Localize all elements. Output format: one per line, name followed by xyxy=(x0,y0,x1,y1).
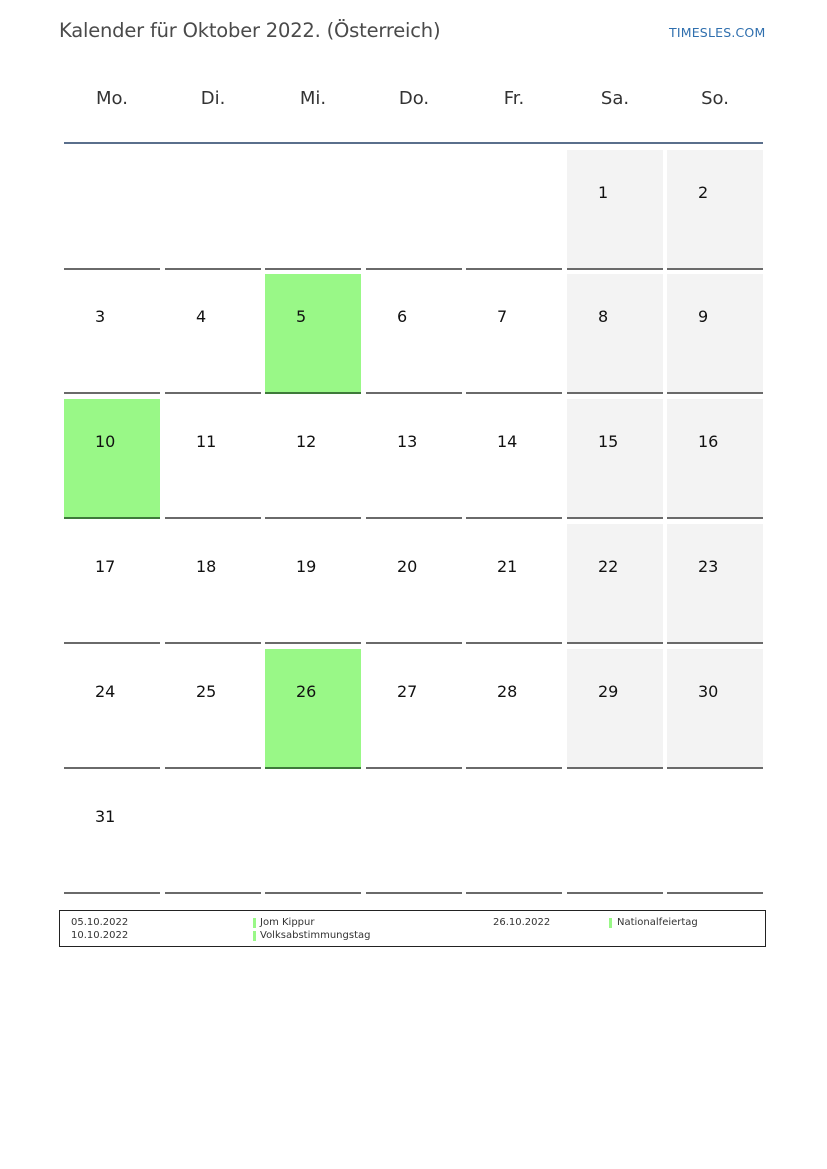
day-cell[interactable] xyxy=(567,150,663,270)
day-number: 26 xyxy=(296,682,317,701)
empty-day-cell xyxy=(165,774,261,894)
empty-day-cell xyxy=(567,774,663,894)
day-cell[interactable] xyxy=(567,274,663,394)
day-cell[interactable] xyxy=(667,150,763,270)
empty-day-cell xyxy=(165,150,261,270)
day-number: 4 xyxy=(196,307,207,326)
day-number: 11 xyxy=(196,432,217,451)
day-number: 17 xyxy=(95,557,116,576)
day-cell[interactable] xyxy=(567,524,663,644)
weekday-label: So. xyxy=(701,88,729,109)
holiday-day-cell[interactable] xyxy=(265,649,361,769)
empty-day-cell xyxy=(466,150,562,270)
day-number: 16 xyxy=(698,432,719,451)
day-number: 21 xyxy=(497,557,518,576)
empty-day-cell xyxy=(64,150,160,270)
day-number: 25 xyxy=(196,682,217,701)
day-cell[interactable] xyxy=(64,524,160,644)
day-number: 12 xyxy=(296,432,317,451)
day-cell[interactable] xyxy=(567,399,663,519)
legend-color-marker xyxy=(253,918,256,928)
day-number: 29 xyxy=(598,682,619,701)
day-number: 3 xyxy=(95,307,106,326)
empty-day-cell xyxy=(265,150,361,270)
day-cell[interactable] xyxy=(165,399,261,519)
header-divider xyxy=(64,142,763,144)
day-cell[interactable] xyxy=(667,274,763,394)
weekday-label: Do. xyxy=(398,88,430,109)
day-number: 23 xyxy=(698,557,719,576)
day-cell[interactable] xyxy=(667,399,763,519)
day-number: 19 xyxy=(296,557,317,576)
day-cell[interactable] xyxy=(366,274,462,394)
legend-date: 10.10.2022 xyxy=(71,930,129,941)
day-cell[interactable] xyxy=(466,399,562,519)
day-cell[interactable] xyxy=(466,524,562,644)
day-cell[interactable] xyxy=(64,774,160,894)
day-cell[interactable] xyxy=(165,524,261,644)
day-number: 14 xyxy=(497,432,518,451)
legend-holiday-name: Volksabstimmungstag xyxy=(260,930,371,941)
weekday-label: Fr. xyxy=(503,88,525,109)
empty-day-cell xyxy=(366,774,462,894)
day-cell[interactable] xyxy=(366,524,462,644)
day-number: 9 xyxy=(698,307,709,326)
day-cell[interactable] xyxy=(165,274,261,394)
day-number: 6 xyxy=(397,307,408,326)
day-number: 5 xyxy=(296,307,307,326)
day-cell[interactable] xyxy=(366,649,462,769)
day-number: 31 xyxy=(95,807,116,826)
day-number: 30 xyxy=(698,682,719,701)
legend-date: 26.10.2022 xyxy=(493,917,551,928)
day-number: 24 xyxy=(95,682,116,701)
holiday-day-cell[interactable] xyxy=(64,399,160,519)
day-number: 2 xyxy=(698,183,709,202)
brand-link[interactable]: TIMESLES.COM xyxy=(669,25,766,40)
holiday-legend xyxy=(59,910,766,947)
legend-color-marker xyxy=(609,918,612,928)
day-number: 10 xyxy=(95,432,116,451)
empty-day-cell xyxy=(366,150,462,270)
weekday-label: Mo. xyxy=(96,88,128,109)
day-number: 13 xyxy=(397,432,418,451)
empty-day-cell xyxy=(466,774,562,894)
day-cell[interactable] xyxy=(265,399,361,519)
day-number: 20 xyxy=(397,557,418,576)
day-cell[interactable] xyxy=(265,524,361,644)
day-cell[interactable] xyxy=(466,274,562,394)
day-cell[interactable] xyxy=(667,649,763,769)
day-cell[interactable] xyxy=(466,649,562,769)
day-number: 27 xyxy=(397,682,418,701)
day-number: 1 xyxy=(598,183,609,202)
legend-holiday-name: Nationalfeiertag xyxy=(617,917,698,928)
day-number: 22 xyxy=(598,557,619,576)
day-number: 15 xyxy=(598,432,619,451)
holiday-day-cell[interactable] xyxy=(265,274,361,394)
weekday-label: Mi. xyxy=(299,88,327,109)
day-number: 8 xyxy=(598,307,609,326)
empty-day-cell xyxy=(667,774,763,894)
weekday-label: Di. xyxy=(200,88,226,109)
empty-day-cell xyxy=(265,774,361,894)
day-number: 18 xyxy=(196,557,217,576)
weekday-label: Sa. xyxy=(600,88,630,109)
day-number: 7 xyxy=(497,307,508,326)
day-cell[interactable] xyxy=(667,524,763,644)
day-number: 28 xyxy=(497,682,518,701)
weekday-header-row xyxy=(64,88,763,120)
legend-color-marker xyxy=(253,931,256,941)
day-cell[interactable] xyxy=(366,399,462,519)
day-cell[interactable] xyxy=(165,649,261,769)
day-cell[interactable] xyxy=(64,649,160,769)
page-title: Kalender für Oktober 2022. (Österreich) xyxy=(59,19,441,42)
day-cell[interactable] xyxy=(64,274,160,394)
day-cell[interactable] xyxy=(567,649,663,769)
legend-date: 05.10.2022 xyxy=(71,917,129,928)
legend-holiday-name: Jom Kippur xyxy=(260,917,315,928)
